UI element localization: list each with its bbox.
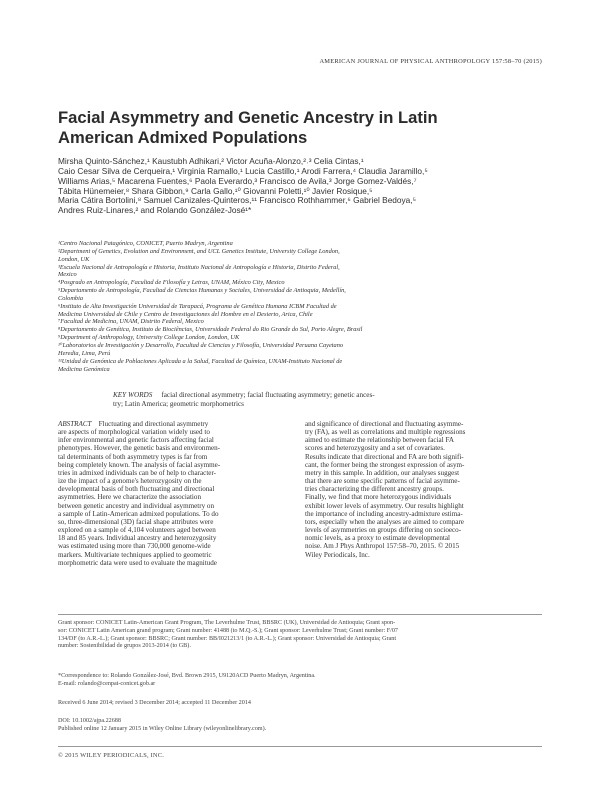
abstract-line: Finally, we find that more heterozygous individuals (305, 493, 452, 502)
footnote-line: Grant sponsor: CONICET Latin-American Grant Program, The Leverhulme Trust, BBSRC (UK), Universidad de Antioquia; Grant spon- (58, 620, 396, 626)
footnote-line: *Correspondence to: Rolando González-José, Bvd. Brown 2915, U9120ACD Puerto Madryn, Argentina. (58, 673, 316, 679)
abstract-line: tors, especially when the analyses are aimed to compare (305, 517, 464, 526)
abstract-line: 18 and 85 years. Individual ancestry and heterozygosity (58, 534, 217, 543)
affiliation-line: ⁶Instituto de Alta Investigación Universidad de Tarapacá, Programa de Genética Humana ICBM Facultad de (58, 302, 337, 310)
abstract-line: cant, the former being the strongest expression of asym- (305, 460, 465, 469)
abstract-line: explored on a sample of 4,104 volunteers aged between (58, 526, 216, 535)
affiliation-line: ¹Centro Nacional Patagónico, CONICET, Puerto Madryn, Argentina (58, 240, 233, 247)
abstract-line: aimed to estimate the relationship between facial FA (305, 436, 454, 445)
affiliation-line: Medicina Genómica (58, 365, 110, 373)
abstract-line: was estimated using more than 730,000 genome-wide (58, 542, 211, 551)
affiliation-line: Mexico (58, 271, 77, 279)
abstract-line: noise. Am J Phys Anthropol 157:58–70, 2015. © 2015 (305, 542, 460, 551)
keywords-line (113, 391, 553, 400)
abstract-line: tal determinants of both asymmetry types is far from (58, 452, 208, 461)
keywords-label: KEY WORDS (113, 391, 153, 399)
author-line: Caio Cesar Silva de Cerqueira,¹ Virginia Ramallo,¹ Lucia Castillo,¹ Arodi Farrera,⁴ Claudia Jaramillo,⁵ (58, 165, 428, 176)
footnote-line: 134/DF (to A.R.-L.); Grant sponsor: BBSRC; Grant number: BB/I021213/1 (to A.R.-L.); Grant sponsor: Universidad de Antioquia; Grant (58, 635, 397, 642)
grant-footnote (58, 620, 548, 651)
affiliation-line: ⁵Departamento de Antropología, Facultad de Ciencias Humanas y Sociales, Universidad de Antioquia, Medellín, (58, 287, 346, 295)
abstract-line: nomic levels, as a proxy to estimate developmental (305, 534, 450, 543)
author-list (58, 157, 558, 216)
affiliation-line: Heredia, Lima, Perú (58, 349, 111, 357)
affiliation-line: ³Escuela Nacional de Antropología e Historia, Instituto Nacional de Antropología e Historia, Distrito Federal, (58, 263, 340, 271)
title-line: Facial Asymmetry and Genetic Ancestry in Latin (58, 108, 438, 127)
abstract-line (58, 420, 296, 428)
abstract-line: tries characterizing the different ancestry groups. (305, 485, 444, 494)
affiliation-line: ²Department of Genetics, Evolution and Environment, and UCL Genetics Institute, University College London, (58, 247, 340, 255)
abstract-line: asymmetries. Here we characterize the association (58, 493, 201, 502)
author-line: Mirsha Quinto-Sánchez,¹ Kaustubh Adhikari,² Victor Acuña-Alonzo,²˒³ Celia Cintas,¹ (58, 156, 364, 166)
abstract-line: levels of asymmetries on groups differing on socioeco- (305, 526, 462, 535)
abstract-line: a sample of Latin-American admixed populations. To do (58, 509, 219, 518)
copyright: © 2015 WILEY PERIODICALS, INC. (58, 752, 164, 759)
author-line: Maria Cátira Bortolini,⁸ Samuel Canizales-Quinteros,¹¹ Francisco Rothhammer,⁶ Gabriel Bedoya,⁵ (58, 195, 417, 206)
abstract-line: are aspects of morphological variation widely used to (58, 428, 210, 437)
footnote-divider (58, 614, 542, 615)
footnote-line: DOI: 10.1002/ajpa.22688 (58, 718, 121, 724)
article-title (58, 108, 538, 147)
abstract-line: infer environmental and genetic factors affecting facial (58, 436, 214, 445)
affiliation-line: ¹¹Unidad de Genómica de Poblaciones Aplicada a la Salud, Facultad de Química, UNAM-Instituto Nacional de (58, 357, 343, 365)
affiliation-line: ⁸Departamento de Genética, Instituto de Biociências, Universidade Federal do Rio Grande do Sul, Porto Alegre, Brasil (58, 326, 363, 334)
author-line: Andres Ruiz-Linares,² and Rolando González-José¹* (58, 205, 252, 216)
abstract-line: ize the impact of a genome's heterozygosity on the (58, 477, 202, 486)
keywords (113, 391, 553, 408)
footnote-line: number: Sostenibilidad de grupos 2013-2014 (to GB). (58, 643, 191, 650)
abstract-text: Fluctuating and directional asymmetry (98, 420, 209, 428)
abstract-line: that there are some specific patterns of facial asymme- (305, 477, 460, 486)
footnote-line: E-mail: rolando@cenpat-conicet.gob.ar (58, 680, 156, 687)
abstract-line: Wiley Periodicals, Inc. (305, 550, 370, 559)
footnote-line: Published online 12 January 2015 in Wiley Online Library (wileyonlinelibrary.com). (58, 725, 267, 732)
keywords-text: facial directional asymmetry; facial fluctuating asymmetry; genetic ances- (161, 391, 375, 399)
footnote-line: Received 6 June 2014; revised 3 December 2014; accepted 11 December 2014 (58, 700, 251, 706)
abstract-line: and significance of directional and fluctuating asymme- (305, 420, 464, 428)
abstract-line: between genetic ancestry and individual asymmetry on (58, 501, 215, 510)
abstract-line: exhibit lower levels of asymmetry. Our results highlight (305, 501, 464, 510)
affiliation-line: Medicina Universidad de Chile y Centro de Investigaciones del Hombre en el Desierto, Arica, Chile (58, 310, 313, 318)
received-dates (58, 700, 548, 708)
abstract-line: Results indicate that directional and FA are both signifi- (305, 452, 464, 461)
abstract-label: ABSTRACT (58, 420, 92, 428)
abstract-line: markers. Multivariate techniques applied to geometric (58, 550, 212, 559)
abstract-line: phenotypes. However, the genetic basis and environmen- (58, 444, 221, 453)
author-line: Tábita Hünemeier,⁸ Shara Gibbon,⁹ Carla Gallo,¹⁰ Giovanni Poletti,¹⁰ Javier Rosique,⁵ (58, 185, 373, 196)
keywords-line: try; Latin America; geometric morphometrics (113, 399, 244, 408)
abstract-line: the importance of including ancestry-admixture estima- (305, 509, 463, 518)
running-head: AMERICAN JOURNAL OF PHYSICAL ANTHROPOLOGY 157:58–70 (2015) (319, 58, 542, 65)
affiliation-line: ¹⁰Laboratorios de Investigación y Desarrollo, Facultad de Ciencias y Filosofía, Universidad Peruana Cayetano (58, 341, 344, 349)
affiliation-line: ⁹Department of Anthropology, University College London, London, UK (58, 334, 240, 342)
title-line: American Admixed Populations (58, 127, 308, 147)
footnote-line: sor: CONICET Latin American grand program; Grant number: 41488 (to M.Q.-S.); Grant sponsor: Leverhulme Trust; Grant number: F/07 (58, 627, 398, 634)
abstract-line: being completely known. The analysis of facial asymme- (58, 460, 221, 469)
author-line: Williams Arias,⁵ Macarena Fuentes,⁶ Paola Everardo,³ Francisco de Avila,³ Jorge Gomez-Valdés,⁷ (58, 175, 417, 186)
abstract-line: developmental basis of both fluctuating and directional (58, 485, 215, 494)
abstract-line: morphometric data were used to evaluate the magnitude (58, 558, 217, 567)
abstract-line: try (FA), as well as correlations and multiple regressions (305, 428, 466, 437)
abstract-line: metry in this sample. In addition, our analyses suggest (305, 468, 460, 477)
copyright-divider (58, 746, 542, 747)
abstract-line: tries in admixed individuals can be of help to character- (58, 468, 217, 477)
affiliation-line: ⁷Facultad de Medicina, UNAM, Distrito Federal, Mexico (58, 318, 204, 326)
abstract-right-column (305, 420, 543, 559)
abstract-line: so, three-dimensional (3D) facial shape attributes were (58, 517, 214, 526)
abstract-line: scores and heterozygosity and a set of covariates. (305, 444, 445, 453)
affiliation-line: London, UK (58, 255, 90, 263)
doi-footnote (58, 718, 548, 734)
affiliation-line: Colombia (58, 294, 84, 302)
affiliation-line: ⁴Posgrado en Antropología, Facultad de Filosofía y Letras, UNAM, México City, Mexico (58, 279, 285, 287)
abstract-left-column (58, 420, 296, 567)
correspondence-footnote (58, 673, 548, 689)
affiliations (58, 240, 548, 373)
